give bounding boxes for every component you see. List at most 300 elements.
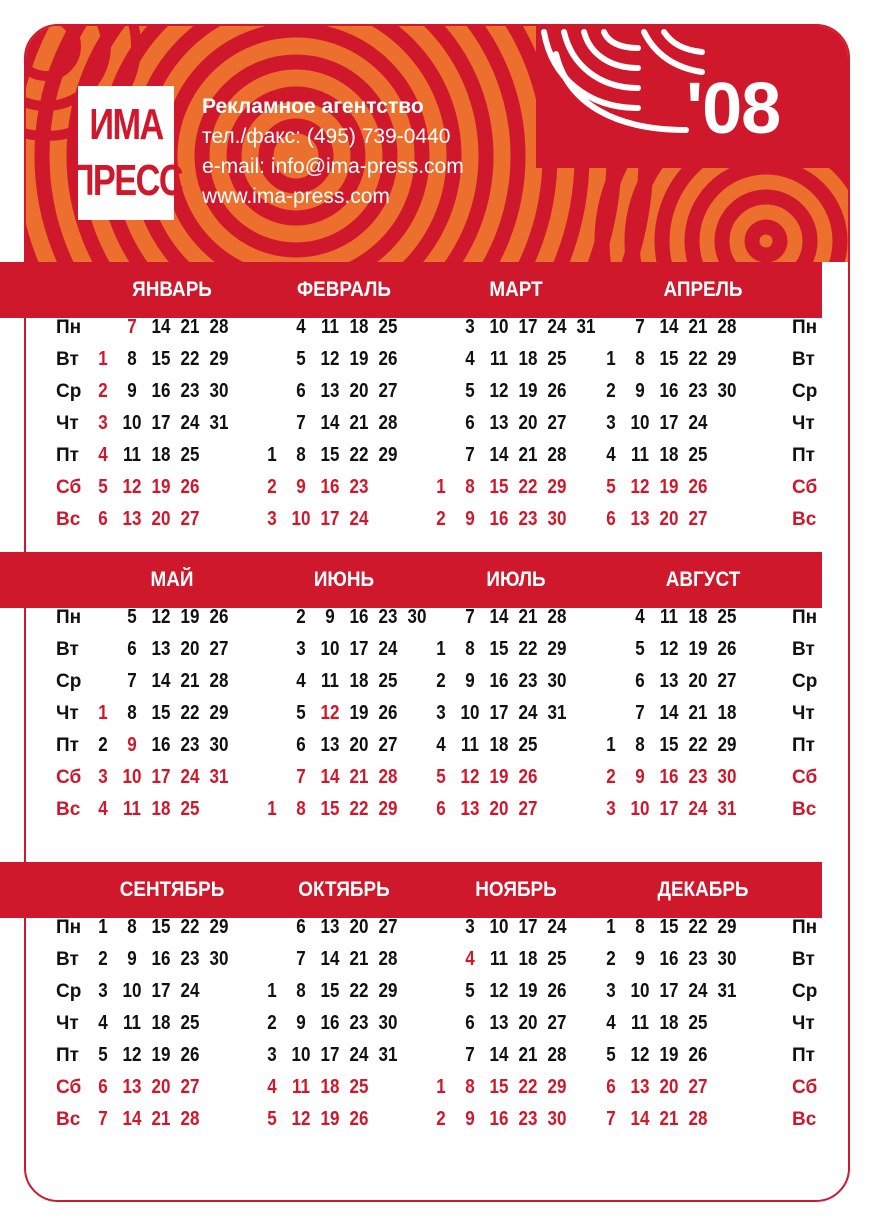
- day-number: 12: [291, 1108, 311, 1130]
- day-number: 10: [122, 980, 142, 1002]
- day-number: 17: [320, 1044, 340, 1066]
- day-number: 15: [489, 1076, 509, 1098]
- day-number: 4: [98, 1012, 108, 1034]
- day-number: 17: [659, 412, 679, 434]
- day-number: 28: [717, 316, 737, 338]
- day-number: 10: [122, 766, 142, 788]
- day-number: 10: [320, 638, 340, 660]
- day-number: 24: [180, 412, 200, 434]
- day-number: 3: [436, 702, 446, 724]
- day-number: 28: [547, 606, 567, 628]
- day-number: 31: [209, 412, 229, 434]
- day-number: 10: [630, 412, 650, 434]
- day-number: 18: [489, 734, 509, 756]
- day-number: 13: [151, 638, 171, 660]
- day-number: 25: [717, 606, 737, 628]
- logo-line2: ПРЕСС: [69, 156, 183, 205]
- day-number: 3: [267, 508, 277, 530]
- weekday-label-right: Чт: [792, 1013, 815, 1034]
- day-number: 7: [606, 1108, 616, 1130]
- day-number: 3: [606, 798, 616, 820]
- day-number: 9: [296, 476, 306, 498]
- day-number: 24: [547, 916, 567, 938]
- day-number: 10: [489, 316, 509, 338]
- day-number: 23: [180, 380, 200, 402]
- day-number: 9: [127, 734, 137, 756]
- day-number: 28: [209, 670, 229, 692]
- day-number: 31: [378, 1044, 398, 1066]
- day-number: 1: [436, 1076, 446, 1098]
- day-number: 6: [465, 412, 475, 434]
- day-number: 30: [547, 508, 567, 530]
- weekday-label-right: Вс: [792, 509, 817, 530]
- day-number: 28: [378, 766, 398, 788]
- day-number: 28: [688, 1108, 708, 1130]
- day-number: 17: [659, 798, 679, 820]
- day-number: 24: [547, 316, 567, 338]
- day-number: 2: [606, 766, 616, 788]
- day-number: 27: [378, 380, 398, 402]
- day-number: 8: [127, 702, 137, 724]
- day-number: 25: [547, 948, 567, 970]
- day-number: 31: [547, 702, 567, 724]
- day-number: 11: [631, 444, 649, 466]
- day-number: 4: [98, 798, 108, 820]
- day-number: 20: [659, 1076, 679, 1098]
- day-number: 2: [98, 948, 108, 970]
- weekday-label-left: Вс: [56, 1109, 81, 1130]
- day-number: 11: [123, 444, 141, 466]
- day-number: 18: [688, 606, 708, 628]
- day-number: 19: [180, 606, 200, 628]
- weekday-label-right: Пт: [792, 735, 815, 756]
- weekday-label-right: Пн: [792, 607, 818, 628]
- day-number: 22: [518, 638, 538, 660]
- day-number: 14: [659, 316, 679, 338]
- weekday-label-left: Ср: [56, 381, 82, 402]
- day-number: 31: [209, 766, 229, 788]
- day-number: 21: [518, 1044, 538, 1066]
- day-number: 26: [518, 766, 538, 788]
- weekday-label-right: Вт: [792, 639, 815, 660]
- day-number: 30: [209, 948, 229, 970]
- day-number: 28: [378, 948, 398, 970]
- weekday-label-left: Вс: [56, 509, 81, 530]
- weekday-label-left: Вс: [56, 799, 81, 820]
- day-number: 6: [296, 380, 306, 402]
- day-number: 22: [180, 702, 200, 724]
- day-number: 10: [291, 508, 311, 530]
- company-logo: [69, 86, 183, 220]
- day-number: 1: [436, 476, 446, 498]
- day-number: 17: [320, 508, 340, 530]
- day-number: 1: [267, 980, 277, 1002]
- day-number: 7: [98, 1108, 108, 1130]
- day-number: 11: [461, 734, 479, 756]
- day-number: 15: [151, 348, 171, 370]
- day-number: 18: [349, 670, 369, 692]
- weekday-label-left: Вт: [56, 949, 79, 970]
- day-number: 21: [518, 444, 538, 466]
- day-number: 1: [98, 702, 108, 724]
- day-number: 5: [606, 476, 616, 498]
- day-number: 30: [717, 380, 737, 402]
- day-number: 26: [349, 1108, 369, 1130]
- day-number: 8: [635, 348, 645, 370]
- day-number: 1: [98, 348, 108, 370]
- day-number: 7: [296, 412, 306, 434]
- day-number: 9: [127, 380, 137, 402]
- weekday-label-left: Пн: [56, 607, 82, 628]
- day-number: 24: [180, 980, 200, 1002]
- month-name: НОЯБРЬ: [475, 878, 557, 901]
- day-number: 22: [688, 916, 708, 938]
- day-number: 4: [635, 606, 645, 628]
- day-number: 26: [688, 476, 708, 498]
- day-number: 2: [267, 476, 277, 498]
- day-number: 5: [465, 980, 475, 1002]
- phone-fax: тел./факс: (495) 739-0440: [202, 125, 451, 148]
- day-number: 27: [688, 508, 708, 530]
- day-number: 24: [688, 798, 708, 820]
- day-number: 29: [717, 348, 737, 370]
- day-number: 11: [321, 316, 339, 338]
- day-number: 2: [606, 380, 616, 402]
- day-number: 4: [606, 444, 616, 466]
- day-number: 5: [296, 348, 306, 370]
- day-number: 13: [122, 508, 142, 530]
- day-number: 5: [465, 380, 475, 402]
- day-number: 4: [606, 1012, 616, 1034]
- day-number: 13: [630, 1076, 650, 1098]
- weekday-label-right: Ср: [792, 981, 818, 1002]
- month-band: [0, 552, 822, 608]
- day-number: 26: [180, 1044, 200, 1066]
- day-number: 4: [296, 316, 306, 338]
- day-number: 14: [320, 766, 340, 788]
- day-number: 15: [320, 444, 340, 466]
- weekday-label-right: Сб: [792, 767, 818, 788]
- day-number: 30: [209, 734, 229, 756]
- day-number: 17: [489, 702, 509, 724]
- day-number: 31: [576, 316, 596, 338]
- day-number: 8: [296, 980, 306, 1002]
- day-number: 1: [436, 638, 446, 660]
- day-number: 15: [151, 702, 171, 724]
- logo-line1: ИМА: [89, 100, 163, 149]
- month-name: ИЮНЬ: [313, 568, 375, 591]
- day-number: 2: [436, 1108, 446, 1130]
- weekday-label-right: Чт: [792, 703, 815, 724]
- day-number: 24: [518, 702, 538, 724]
- day-number: 20: [518, 1012, 538, 1034]
- day-number: 6: [296, 916, 306, 938]
- day-number: 17: [659, 980, 679, 1002]
- day-number: 20: [180, 638, 200, 660]
- day-number: 8: [465, 476, 475, 498]
- weekday-label-left: Пт: [56, 445, 79, 466]
- day-number: 29: [717, 916, 737, 938]
- day-number: 27: [547, 1012, 567, 1034]
- day-number: 5: [296, 702, 306, 724]
- day-number: 16: [320, 476, 340, 498]
- day-number: 23: [180, 948, 200, 970]
- day-number: 11: [321, 670, 339, 692]
- weekday-label-left: Сб: [56, 1077, 82, 1098]
- day-number: 19: [688, 638, 708, 660]
- day-number: 3: [98, 980, 108, 1002]
- day-number: 25: [180, 798, 200, 820]
- day-number: 23: [688, 948, 708, 970]
- day-number: 4: [436, 734, 446, 756]
- day-number: 24: [378, 638, 398, 660]
- day-number: 5: [635, 638, 645, 660]
- weekday-label-right: Ср: [792, 381, 818, 402]
- day-number: 8: [296, 444, 306, 466]
- day-number: 20: [151, 1076, 171, 1098]
- day-number: 17: [151, 766, 171, 788]
- day-number: 15: [659, 916, 679, 938]
- day-number: 3: [465, 316, 475, 338]
- day-number: 5: [436, 766, 446, 788]
- weekday-label-right: Пт: [792, 445, 815, 466]
- weekday-label-left: Вт: [56, 639, 79, 660]
- day-number: 10: [291, 1044, 311, 1066]
- day-number: 16: [349, 606, 369, 628]
- day-number: 30: [717, 948, 737, 970]
- day-number: 16: [659, 766, 679, 788]
- day-number: 6: [436, 798, 446, 820]
- weekday-label-left: Пт: [56, 1045, 79, 1066]
- day-number: 3: [606, 980, 616, 1002]
- day-number: 15: [489, 476, 509, 498]
- day-number: 7: [296, 948, 306, 970]
- weekday-label-right: Пт: [792, 1045, 815, 1066]
- day-number: 5: [606, 1044, 616, 1066]
- day-number: 23: [349, 476, 369, 498]
- day-number: 22: [180, 348, 200, 370]
- weekday-label-right: Пн: [792, 317, 818, 338]
- day-number: 12: [460, 766, 480, 788]
- day-number: 2: [436, 670, 446, 692]
- day-number: 14: [489, 444, 509, 466]
- day-number: 3: [606, 412, 616, 434]
- day-number: 10: [122, 412, 142, 434]
- day-number: 1: [267, 444, 277, 466]
- day-number: 29: [209, 702, 229, 724]
- day-number: 29: [209, 916, 229, 938]
- day-number: 16: [489, 1108, 509, 1130]
- day-number: 25: [688, 1012, 708, 1034]
- day-number: 12: [659, 638, 679, 660]
- day-number: 22: [688, 348, 708, 370]
- day-number: 7: [465, 606, 475, 628]
- day-number: 7: [465, 1044, 475, 1066]
- day-number: 7: [635, 702, 645, 724]
- day-number: 5: [267, 1108, 277, 1130]
- day-number: 11: [631, 1012, 649, 1034]
- day-number: 30: [547, 670, 567, 692]
- day-number: 29: [717, 734, 737, 756]
- day-number: 8: [127, 916, 137, 938]
- day-number: 2: [606, 948, 616, 970]
- day-number: 25: [378, 316, 398, 338]
- day-number: 15: [659, 348, 679, 370]
- month-name: ЯНВАРЬ: [132, 278, 212, 301]
- weekday-label-left: Сб: [56, 767, 82, 788]
- day-number: 2: [296, 606, 306, 628]
- day-number: 30: [209, 380, 229, 402]
- day-number: 6: [635, 670, 645, 692]
- day-number: 21: [688, 702, 708, 724]
- day-number: 3: [98, 766, 108, 788]
- day-number: 16: [659, 380, 679, 402]
- day-number: 1: [98, 916, 108, 938]
- day-number: 15: [489, 638, 509, 660]
- day-number: 9: [635, 948, 645, 970]
- day-number: 1: [606, 348, 616, 370]
- day-number: 18: [518, 948, 538, 970]
- day-number: 11: [490, 948, 508, 970]
- month-band: [0, 862, 822, 918]
- day-number: 18: [349, 316, 369, 338]
- day-number: 23: [688, 380, 708, 402]
- day-number: 4: [465, 948, 475, 970]
- day-number: 13: [659, 670, 679, 692]
- day-number: 20: [349, 916, 369, 938]
- day-number: 18: [518, 348, 538, 370]
- day-number: 5: [98, 1044, 108, 1066]
- day-number: 22: [349, 980, 369, 1002]
- weekday-label-right: Вс: [792, 1109, 817, 1130]
- weekday-label-right: Ср: [792, 671, 818, 692]
- day-number: 12: [630, 476, 650, 498]
- month-name: СЕНТЯБРЬ: [119, 878, 225, 901]
- day-number: 11: [292, 1076, 310, 1098]
- day-number: 20: [151, 508, 171, 530]
- day-number: 20: [659, 508, 679, 530]
- day-number: 9: [465, 508, 475, 530]
- day-number: 26: [180, 476, 200, 498]
- day-number: 9: [325, 606, 335, 628]
- day-number: 16: [489, 670, 509, 692]
- day-number: 19: [151, 1044, 171, 1066]
- day-number: 9: [296, 1012, 306, 1034]
- day-number: 5: [127, 606, 137, 628]
- day-number: 28: [209, 316, 229, 338]
- day-number: 13: [630, 508, 650, 530]
- day-number: 3: [98, 412, 108, 434]
- day-number: 8: [296, 798, 306, 820]
- day-number: 24: [349, 508, 369, 530]
- month-name: АПРЕЛЬ: [663, 278, 743, 301]
- day-number: 23: [518, 1108, 538, 1130]
- day-number: 4: [267, 1076, 277, 1098]
- day-number: 20: [349, 734, 369, 756]
- header-banner: [26, 26, 848, 262]
- day-number: 11: [123, 1012, 141, 1034]
- day-number: 27: [180, 1076, 200, 1098]
- day-number: 14: [630, 1108, 650, 1130]
- day-number: 9: [465, 670, 475, 692]
- day-number: 18: [151, 444, 171, 466]
- email: e-mail: info@ima-press.com: [202, 155, 464, 178]
- day-number: 29: [547, 1076, 567, 1098]
- day-number: 6: [98, 1076, 108, 1098]
- day-number: 24: [688, 412, 708, 434]
- day-number: 4: [296, 670, 306, 692]
- day-number: 19: [349, 702, 369, 724]
- day-number: 2: [267, 1012, 277, 1034]
- day-number: 21: [349, 412, 369, 434]
- day-number: 27: [717, 670, 737, 692]
- day-number: 12: [122, 476, 142, 498]
- weekday-label-right: Вт: [792, 349, 815, 370]
- day-number: 21: [659, 1108, 679, 1130]
- weekday-label-left: Ср: [56, 981, 82, 1002]
- day-number: 23: [349, 1012, 369, 1034]
- day-number: 3: [465, 916, 475, 938]
- day-number: 10: [489, 916, 509, 938]
- day-number: 18: [151, 1012, 171, 1034]
- day-number: 15: [320, 980, 340, 1002]
- day-number: 30: [547, 1108, 567, 1130]
- day-number: 19: [349, 348, 369, 370]
- day-number: 26: [209, 606, 229, 628]
- day-number: 25: [180, 1012, 200, 1034]
- day-number: 2: [98, 380, 108, 402]
- day-number: 21: [151, 1108, 171, 1130]
- day-number: 31: [717, 798, 737, 820]
- weekday-label-left: Пн: [56, 917, 82, 938]
- month-name: ФЕВРАЛЬ: [296, 278, 392, 301]
- day-number: 14: [659, 702, 679, 724]
- day-number: 14: [320, 948, 340, 970]
- day-number: 24: [180, 766, 200, 788]
- day-number: 25: [518, 734, 538, 756]
- month-name: ОКТЯБРЬ: [298, 878, 390, 901]
- weekday-label-right: Вс: [792, 799, 817, 820]
- day-number: 28: [547, 444, 567, 466]
- day-number: 7: [635, 316, 645, 338]
- day-number: 18: [717, 702, 737, 724]
- contact-info: [202, 92, 464, 212]
- weekday-label-left: Чт: [56, 1013, 79, 1034]
- day-number: 17: [518, 916, 538, 938]
- day-number: 16: [151, 734, 171, 756]
- day-number: 13: [122, 1076, 142, 1098]
- day-number: 7: [127, 670, 137, 692]
- day-number: 23: [688, 766, 708, 788]
- day-number: 26: [688, 1044, 708, 1066]
- day-number: 14: [489, 1044, 509, 1066]
- day-number: 19: [151, 476, 171, 498]
- day-number: 26: [547, 980, 567, 1002]
- month-name: МАЙ: [150, 568, 194, 591]
- weekday-label-right: Вт: [792, 949, 815, 970]
- day-number: 10: [460, 702, 480, 724]
- day-number: 19: [659, 476, 679, 498]
- day-number: 9: [635, 766, 645, 788]
- day-number: 6: [296, 734, 306, 756]
- day-number: 8: [465, 638, 475, 660]
- day-number: 5: [98, 476, 108, 498]
- day-number: 14: [151, 316, 171, 338]
- day-number: 26: [717, 638, 737, 660]
- day-number: 6: [127, 638, 137, 660]
- day-number: 11: [490, 348, 508, 370]
- day-number: 21: [180, 670, 200, 692]
